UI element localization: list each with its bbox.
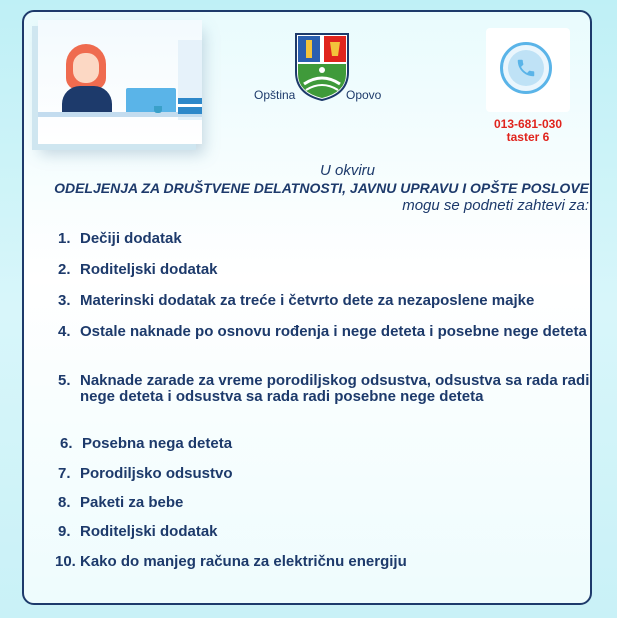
phone-number: 013-681-030 — [493, 117, 563, 131]
logo-right-text: Opovo — [346, 88, 382, 102]
coat-of-arms-icon — [294, 32, 350, 102]
list-item: 8. Paketi za bebe — [58, 494, 184, 511]
intro-line-1: U okviru — [319, 162, 375, 179]
logo-left-text: Opština — [254, 88, 296, 102]
cup-icon — [154, 106, 162, 113]
list-item: 6. Posebna nega deteta — [60, 435, 233, 452]
intro-line-3: mogu se podneti zahtevi za: — [402, 197, 589, 214]
list-item: 2. Roditeljski dodatak — [58, 261, 218, 278]
contact-info — [478, 118, 578, 144]
list-item: 10. Kako do manjeg računa za električnu energiju — [55, 553, 407, 570]
list-item: 1. Dečiji dodatak — [58, 230, 182, 247]
phone-box — [486, 28, 570, 112]
phone-extension: taster 6 — [506, 130, 550, 144]
list-item: 7. Porodiljsko odsustvo — [58, 465, 233, 482]
phone-icon — [515, 57, 537, 79]
list-item: 3. Materinski dodatak za treće i četvrto dete za nezaposlene majke — [58, 292, 535, 309]
list-item: 9. Roditeljski dodatak — [58, 523, 218, 540]
office-illustration — [38, 20, 202, 144]
municipality-logo — [246, 32, 396, 112]
books-icon — [178, 98, 202, 114]
intro-department: ODELJENJA ZA DRUŠTVENE DELATNOSTI, JAVNU UPRAVU I OPŠTE POSLOVE — [54, 180, 589, 196]
list-item: 5. Naknade zarade za vreme porodiljskog odsustva, odsustva sa rada radi nege deteta i odsustva sa rada radi posebne nege deteta — [58, 372, 590, 405]
list-item: 4. Ostale naknade po osnovu rođenja i nege deteta i posebne nege deteta — [58, 323, 587, 340]
computer-monitor — [126, 88, 176, 114]
woman-face — [73, 53, 99, 83]
